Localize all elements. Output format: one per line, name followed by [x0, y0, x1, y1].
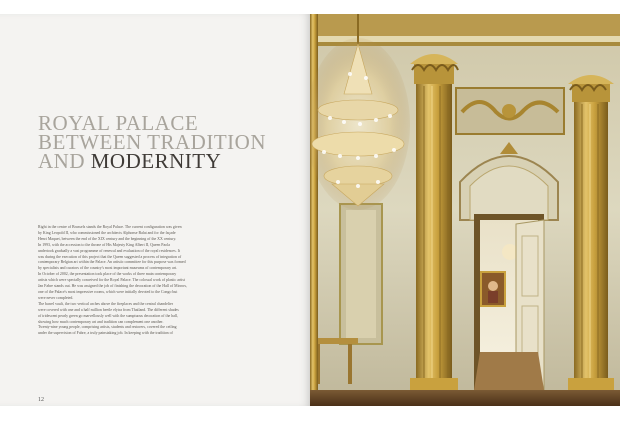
left-page — [0, 14, 310, 406]
body-line: one of the Palace's most impressive rooms, which were initially devoted to the Congo but — [38, 289, 178, 294]
body-line: of iridescent pearly green go marvellously well with the sumptuous decoration of the hall, — [38, 313, 179, 318]
body-line: undertook gradually a vast programme of renewal and evaluation of the royal residences. It — [38, 248, 180, 253]
title-line-1: ROYAL PALACE — [38, 111, 199, 135]
body-line: In October of 2002, the presentation took place of the works of three main contemporary — [38, 272, 177, 277]
title-line-3-dark: MODERNITY — [90, 149, 222, 173]
body-line: Jan Fabre stands out. He was assigned the job of finishing the decoration of the Hall of Mirrors, — [38, 284, 188, 289]
body-line: by specialists and curators of the country's most important museums of contemporary art. — [38, 266, 178, 271]
body-line: were covered with one and a half million beetle elytra from Thailand. The different shades — [38, 307, 179, 312]
body-line: by King Leopold II, who commissioned the architects Alphonse Balat and for the façade — [38, 230, 176, 235]
body-line: showing how much contemporary art and tradition can complement one another. — [38, 319, 164, 324]
body-line: The barrel vault, the two vertical arches above the fireplaces and the central chandelier — [38, 301, 174, 306]
body-line: Henri Maquet, between the end of the XIX century and the beginning of the XX century. — [38, 236, 177, 241]
body-line: In 1993, with the accession to the throne of His Majesty King Albert II, Queen Paola — [38, 242, 170, 247]
page-title — [38, 111, 298, 173]
body-line: Right in the centre of Brussels stands the Royal Palace. The current configuration was given — [38, 225, 182, 229]
body-text — [38, 225, 270, 337]
title-line-3-light: AND — [38, 149, 91, 173]
body-line: Twenty-nine young people, comprising artists, students and restorers, covered the ceiling — [38, 325, 177, 330]
title-line-3 — [38, 149, 298, 173]
body-line: contemporary Belgian art within the Palace. An artistic committee for this purpose was formed — [38, 260, 186, 265]
body-line: was during the execution of this project that the Queen suggested a process of integration of — [38, 254, 182, 259]
title-line-2: BETWEEN TRADITION — [38, 130, 266, 154]
palace-hall-photo — [310, 14, 620, 406]
body-line: were never completed. — [38, 295, 74, 300]
body-line: artists which were specially conceived for the Royal Palace. The colossal work of plastic artist — [38, 278, 185, 283]
body-line: under the supervision of Fabre, a truly painstaking job. In keeping with the tradition of — [38, 331, 173, 336]
page-number: 12 — [38, 397, 44, 403]
